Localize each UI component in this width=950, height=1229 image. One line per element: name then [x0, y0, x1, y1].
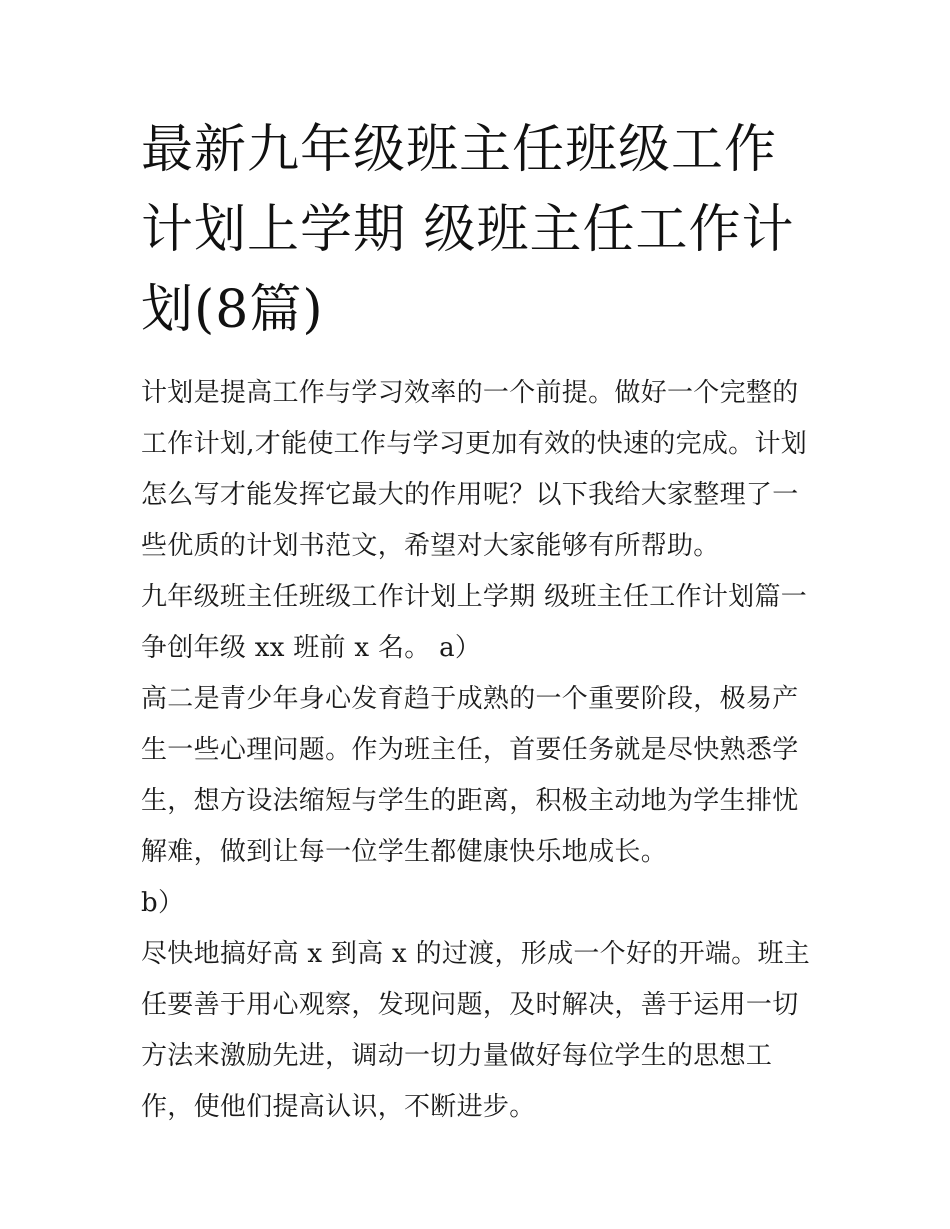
- paragraph-section-heading: 九年级班主任班级工作计划上学期 级班主任工作计划篇一 争创年级 xx 班前 x 名。 a）: [141, 582, 808, 663]
- document-title: 最新九年级班主任班级工作计划上学期 级班主任工作计划(8篇): [141, 120, 795, 340]
- document-page: [141, 110, 813, 1133]
- paragraph-b: 尽快地搞好高 x 到高 x 的过渡，形成一个好的开端。班主任要善于用心观察，发现问题，及时解决，善于运用一切方法来激励先进，调动一切力量做好每位学生的思想工作，使他们提高认识，不断进步。: [141, 939, 811, 1122]
- document-body: [141, 368, 813, 1133]
- paragraph-intro: 计划是提高工作与学习效率的一个前提。做好一个完整的工作计划,才能使工作与学习更加有效的快速的完成。计划怎么写才能发挥它最大的作用呢？以下我给大家整理了一些优质的计划书范文，希望对大家能够有所帮助。: [141, 378, 808, 561]
- paragraph-a: 高二是青少年身心发育趋于成熟的一个重要阶段，极易产生一些心理问题。作为班主任，首要任务就是尽快熟悉学生，想方设法缩短与学生的距离，积极主动地为学生排忧解难，做到让每一位学生都健康快乐地成长。: [141, 684, 799, 867]
- paragraph-b-label: b）: [141, 888, 185, 918]
